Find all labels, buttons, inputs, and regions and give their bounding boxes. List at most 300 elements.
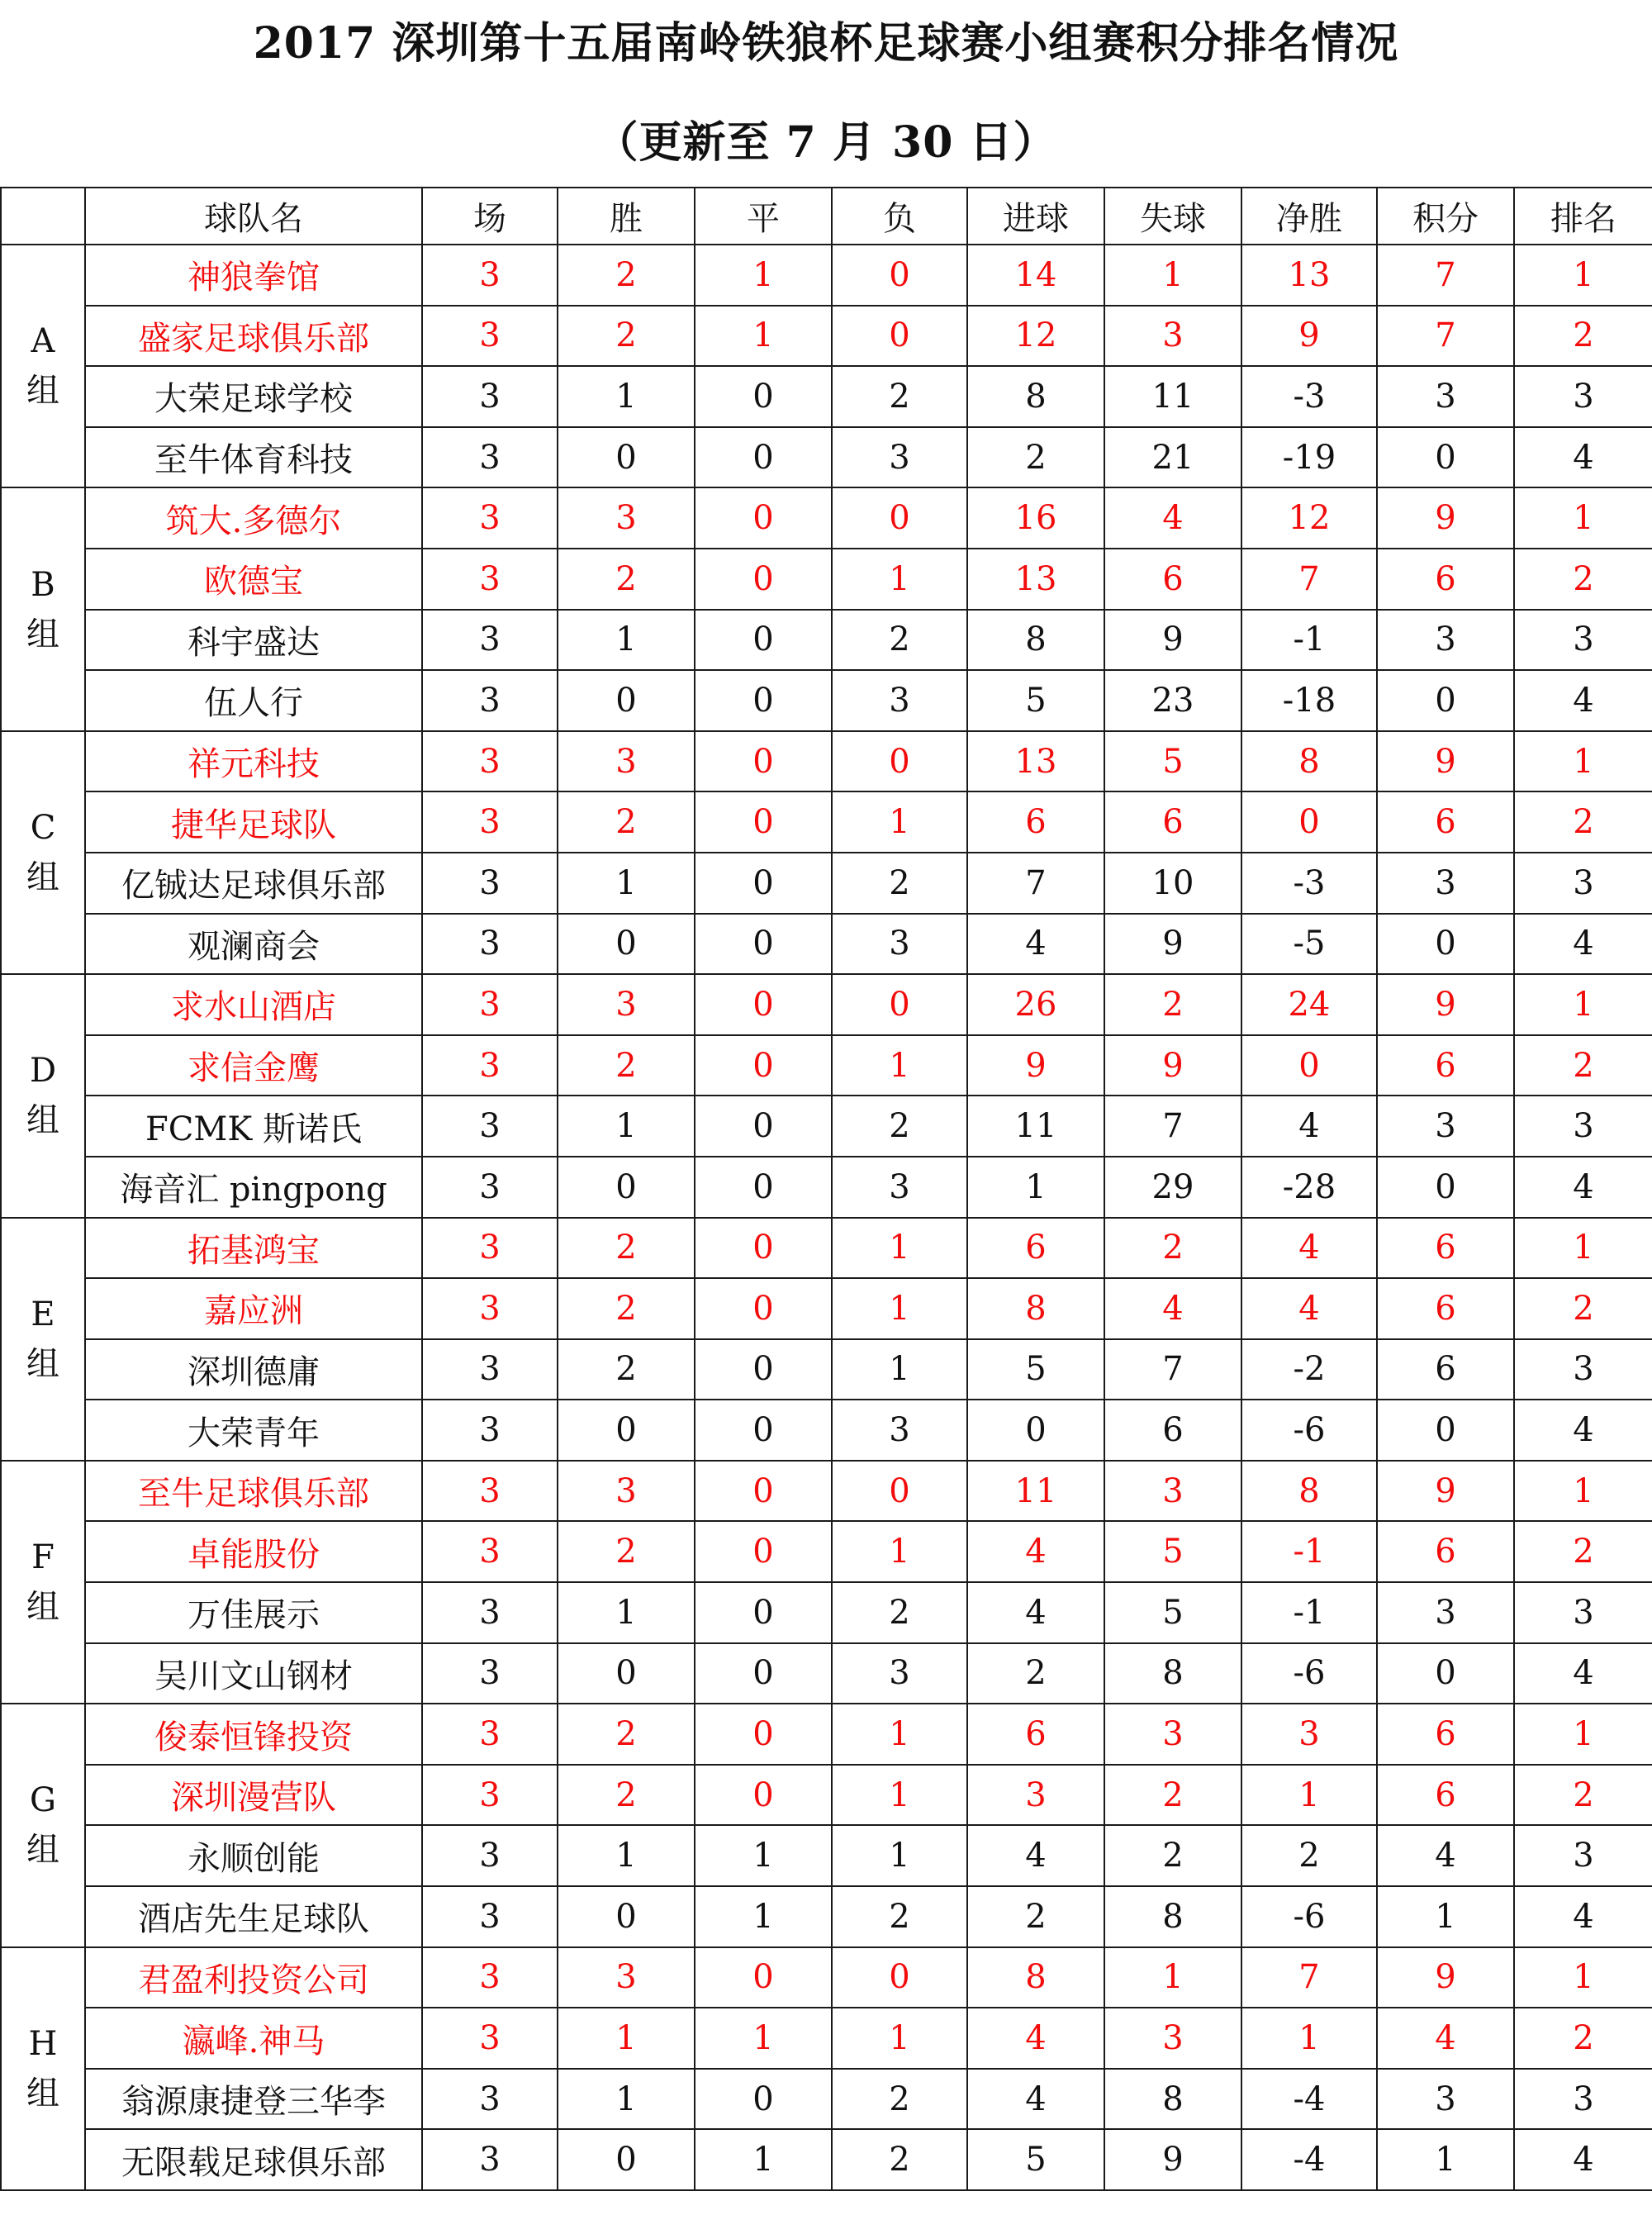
goals-against-cell: 9 bbox=[1104, 2129, 1241, 2190]
points-cell: 1 bbox=[1377, 2129, 1514, 2190]
table-row bbox=[1, 1278, 1652, 1339]
goal-difference-cell: -3 bbox=[1241, 853, 1377, 914]
goals-for-cell: 11 bbox=[967, 1096, 1104, 1157]
drawn-cell: 1 bbox=[695, 1886, 832, 1947]
team-name-cell: 至牛足球俱乐部 bbox=[85, 1461, 422, 1522]
lost-cell: 0 bbox=[832, 1461, 967, 1522]
drawn-cell: 0 bbox=[695, 670, 832, 731]
goal-difference-cell: -18 bbox=[1241, 670, 1377, 731]
rank-cell: 2 bbox=[1514, 1521, 1652, 1582]
drawn-cell: 1 bbox=[695, 245, 832, 306]
goals-against-cell: 5 bbox=[1104, 731, 1241, 792]
group-suffix: 组 bbox=[26, 1344, 59, 1383]
played-cell: 3 bbox=[422, 2069, 558, 2130]
played-cell: 3 bbox=[422, 1461, 558, 1522]
team-name-cell: 俊泰恒锋投资 bbox=[85, 1704, 422, 1765]
played-cell: 3 bbox=[422, 1521, 558, 1582]
points-cell: 6 bbox=[1377, 1035, 1514, 1096]
goal-difference-cell: -3 bbox=[1241, 366, 1377, 427]
goals-for-cell: 8 bbox=[967, 366, 1104, 427]
group-suffix: 组 bbox=[26, 2074, 59, 2113]
played-cell: 3 bbox=[422, 366, 558, 427]
rank-cell: 4 bbox=[1514, 1643, 1652, 1704]
played-cell: 3 bbox=[422, 914, 558, 975]
table-row bbox=[1, 245, 1652, 306]
group-suffix: 组 bbox=[26, 615, 59, 654]
goals-against-cell: 8 bbox=[1104, 2069, 1241, 2130]
points-cell: 0 bbox=[1377, 914, 1514, 975]
points-cell: 6 bbox=[1377, 1765, 1514, 1826]
played-cell: 3 bbox=[422, 245, 558, 306]
played-cell: 3 bbox=[422, 974, 558, 1035]
group-label bbox=[1, 1947, 85, 2190]
points-cell: 6 bbox=[1377, 791, 1514, 853]
team-name-cell: 至牛体育科技 bbox=[85, 427, 422, 488]
goals-against-cell: 23 bbox=[1104, 670, 1241, 731]
rank-cell: 4 bbox=[1514, 2129, 1652, 2190]
table-row bbox=[1, 791, 1652, 853]
goals-against-cell: 9 bbox=[1104, 610, 1241, 671]
points-cell: 1 bbox=[1377, 1886, 1514, 1947]
drawn-cell: 0 bbox=[695, 1765, 832, 1826]
goals-against-cell: 6 bbox=[1104, 1400, 1241, 1461]
goal-difference-cell: 4 bbox=[1241, 1218, 1377, 1279]
points-cell: 6 bbox=[1377, 549, 1514, 610]
goals-for-cell: 4 bbox=[967, 1825, 1104, 1886]
lost-cell: 0 bbox=[832, 1947, 967, 2008]
points-cell: 9 bbox=[1377, 974, 1514, 1035]
goals-against-cell: 5 bbox=[1104, 1582, 1241, 1643]
team-name-cell: 君盈利投资公司 bbox=[85, 1947, 422, 2008]
team-name-cell: 拓基鸿宝 bbox=[85, 1218, 422, 1279]
group-letter: D bbox=[29, 1052, 57, 1091]
goals-for-cell: 3 bbox=[967, 1765, 1104, 1826]
won-cell: 3 bbox=[558, 974, 695, 1035]
points-cell: 0 bbox=[1377, 670, 1514, 731]
table-row bbox=[1, 1947, 1652, 2008]
group-label bbox=[1, 245, 85, 487]
table-row bbox=[1, 366, 1652, 427]
drawn-cell: 0 bbox=[695, 549, 832, 610]
team-name-cell: 嘉应洲 bbox=[85, 1278, 422, 1339]
lost-cell: 1 bbox=[832, 1521, 967, 1582]
lost-cell: 1 bbox=[832, 1278, 967, 1339]
rank-cell: 1 bbox=[1514, 487, 1652, 549]
drawn-cell: 0 bbox=[695, 1278, 832, 1339]
goals-against-cell: 10 bbox=[1104, 853, 1241, 914]
drawn-cell: 0 bbox=[695, 731, 832, 792]
page-subtitle: （更新至 7 月 30 日） bbox=[595, 117, 1057, 168]
lost-cell: 3 bbox=[832, 1157, 967, 1218]
won-cell: 2 bbox=[558, 1765, 695, 1826]
team-name-cell: 神狼拳馆 bbox=[85, 245, 422, 306]
drawn-cell: 0 bbox=[695, 1035, 832, 1096]
goals-against-cell: 1 bbox=[1104, 245, 1241, 306]
goals-for-cell: 4 bbox=[967, 1521, 1104, 1582]
team-name-cell: 伍人行 bbox=[85, 670, 422, 731]
lost-cell: 1 bbox=[832, 1704, 967, 1765]
won-cell: 3 bbox=[558, 487, 695, 549]
lost-cell: 1 bbox=[832, 1035, 967, 1096]
header-won: 胜 bbox=[558, 188, 695, 245]
drawn-cell: 1 bbox=[695, 1825, 832, 1886]
group-label bbox=[1, 1704, 85, 1946]
won-cell: 3 bbox=[558, 1947, 695, 2008]
table-row bbox=[1, 1218, 1652, 1279]
goals-against-cell: 7 bbox=[1104, 1339, 1241, 1400]
table-row bbox=[1, 1461, 1652, 1522]
goals-against-cell: 29 bbox=[1104, 1157, 1241, 1218]
team-name-cell: 万佳展示 bbox=[85, 1582, 422, 1643]
won-cell: 1 bbox=[558, 366, 695, 427]
goals-for-cell: 4 bbox=[967, 914, 1104, 975]
lost-cell: 1 bbox=[832, 2008, 967, 2069]
played-cell: 3 bbox=[422, 1643, 558, 1704]
table-row bbox=[1, 1339, 1652, 1400]
goals-against-cell: 4 bbox=[1104, 487, 1241, 549]
goals-for-cell: 2 bbox=[967, 427, 1104, 488]
drawn-cell: 0 bbox=[695, 1947, 832, 2008]
goals-against-cell: 1 bbox=[1104, 1947, 1241, 2008]
goals-for-cell: 8 bbox=[967, 610, 1104, 671]
rank-cell: 2 bbox=[1514, 549, 1652, 610]
goals-against-cell: 8 bbox=[1104, 1886, 1241, 1947]
table-row bbox=[1, 853, 1652, 914]
played-cell: 3 bbox=[422, 1218, 558, 1279]
table-row bbox=[1, 1521, 1652, 1582]
goals-against-cell: 9 bbox=[1104, 1035, 1241, 1096]
goals-against-cell: 2 bbox=[1104, 1218, 1241, 1279]
rank-cell: 3 bbox=[1514, 366, 1652, 427]
table-row bbox=[1, 1643, 1652, 1704]
table-row bbox=[1, 549, 1652, 610]
lost-cell: 1 bbox=[832, 1825, 967, 1886]
goal-difference-cell: 13 bbox=[1241, 245, 1377, 306]
goal-difference-cell: -4 bbox=[1241, 2129, 1377, 2190]
points-cell: 6 bbox=[1377, 1218, 1514, 1279]
goals-against-cell: 11 bbox=[1104, 366, 1241, 427]
lost-cell: 0 bbox=[832, 487, 967, 549]
goal-difference-cell: 7 bbox=[1241, 549, 1377, 610]
header-points: 积分 bbox=[1377, 188, 1514, 245]
lost-cell: 2 bbox=[832, 1096, 967, 1157]
table-row bbox=[1, 427, 1652, 488]
played-cell: 3 bbox=[422, 1582, 558, 1643]
goals-for-cell: 26 bbox=[967, 974, 1104, 1035]
goals-for-cell: 1 bbox=[967, 1157, 1104, 1218]
won-cell: 3 bbox=[558, 731, 695, 792]
rank-cell: 1 bbox=[1514, 1218, 1652, 1279]
lost-cell: 2 bbox=[832, 2129, 967, 2190]
won-cell: 1 bbox=[558, 853, 695, 914]
goals-for-cell: 8 bbox=[967, 1947, 1104, 2008]
goal-difference-cell: 1 bbox=[1241, 1765, 1377, 1826]
goal-difference-cell: -6 bbox=[1241, 1886, 1377, 1947]
drawn-cell: 0 bbox=[695, 914, 832, 975]
points-cell: 3 bbox=[1377, 1096, 1514, 1157]
table-row bbox=[1, 1582, 1652, 1643]
played-cell: 3 bbox=[422, 2008, 558, 2069]
played-cell: 3 bbox=[422, 427, 558, 488]
goals-against-cell: 2 bbox=[1104, 1825, 1241, 1886]
played-cell: 3 bbox=[422, 1886, 558, 1947]
goals-for-cell: 13 bbox=[967, 731, 1104, 792]
table-row bbox=[1, 1825, 1652, 1886]
lost-cell: 3 bbox=[832, 914, 967, 975]
team-name-cell: FCMK 斯诺氏 bbox=[85, 1096, 422, 1157]
drawn-cell: 0 bbox=[695, 1461, 832, 1522]
goal-difference-cell: 0 bbox=[1241, 791, 1377, 853]
won-cell: 2 bbox=[558, 1035, 695, 1096]
points-cell: 3 bbox=[1377, 853, 1514, 914]
goal-difference-cell: -6 bbox=[1241, 1643, 1377, 1704]
rank-cell: 3 bbox=[1514, 1339, 1652, 1400]
rank-cell: 3 bbox=[1514, 1096, 1652, 1157]
group-suffix: 组 bbox=[26, 372, 59, 411]
group-label bbox=[1, 731, 85, 974]
goals-against-cell: 6 bbox=[1104, 791, 1241, 853]
goal-difference-cell: 8 bbox=[1241, 731, 1377, 792]
lost-cell: 2 bbox=[832, 610, 967, 671]
table-row bbox=[1, 731, 1652, 792]
drawn-cell: 0 bbox=[695, 1643, 832, 1704]
won-cell: 0 bbox=[558, 1886, 695, 1947]
lost-cell: 2 bbox=[832, 2069, 967, 2130]
team-name-cell: 捷华足球队 bbox=[85, 791, 422, 853]
rank-cell: 1 bbox=[1514, 1704, 1652, 1765]
team-name-cell: 求信金鹰 bbox=[85, 1035, 422, 1096]
drawn-cell: 0 bbox=[695, 1704, 832, 1765]
goal-difference-cell: -28 bbox=[1241, 1157, 1377, 1218]
rank-cell: 2 bbox=[1514, 791, 1652, 853]
drawn-cell: 0 bbox=[695, 1521, 832, 1582]
rank-cell: 1 bbox=[1514, 731, 1652, 792]
won-cell: 1 bbox=[558, 610, 695, 671]
points-cell: 9 bbox=[1377, 731, 1514, 792]
played-cell: 3 bbox=[422, 487, 558, 549]
team-name-cell: 大荣青年 bbox=[85, 1400, 422, 1461]
drawn-cell: 0 bbox=[695, 1339, 832, 1400]
won-cell: 3 bbox=[558, 1461, 695, 1522]
header-rank: 排名 bbox=[1514, 188, 1652, 245]
points-cell: 7 bbox=[1377, 306, 1514, 367]
drawn-cell: 0 bbox=[695, 1157, 832, 1218]
goals-for-cell: 4 bbox=[967, 2008, 1104, 2069]
table-row bbox=[1, 1157, 1652, 1218]
team-name-cell: 无限载足球俱乐部 bbox=[85, 2129, 422, 2190]
won-cell: 2 bbox=[558, 306, 695, 367]
goals-for-cell: 8 bbox=[967, 1278, 1104, 1339]
points-cell: 9 bbox=[1377, 1461, 1514, 1522]
points-cell: 6 bbox=[1377, 1339, 1514, 1400]
points-cell: 6 bbox=[1377, 1704, 1514, 1765]
group-header-cell bbox=[1, 188, 85, 245]
table-row bbox=[1, 2008, 1652, 2069]
played-cell: 3 bbox=[422, 670, 558, 731]
won-cell: 2 bbox=[558, 1704, 695, 1765]
points-cell: 9 bbox=[1377, 487, 1514, 549]
goal-difference-cell: 2 bbox=[1241, 1825, 1377, 1886]
rank-cell: 1 bbox=[1514, 1461, 1652, 1522]
group-suffix: 组 bbox=[26, 1101, 59, 1140]
played-cell: 3 bbox=[422, 1704, 558, 1765]
goals-against-cell: 7 bbox=[1104, 1096, 1241, 1157]
goals-for-cell: 6 bbox=[967, 1218, 1104, 1279]
won-cell: 0 bbox=[558, 1157, 695, 1218]
lost-cell: 2 bbox=[832, 1886, 967, 1947]
won-cell: 1 bbox=[558, 2008, 695, 2069]
group-label bbox=[1, 974, 85, 1217]
goals-against-cell: 2 bbox=[1104, 1765, 1241, 1826]
points-cell: 6 bbox=[1377, 1278, 1514, 1339]
drawn-cell: 1 bbox=[695, 2129, 832, 2190]
header-goal-difference: 净胜 bbox=[1241, 188, 1377, 245]
team-name-cell: 欧德宝 bbox=[85, 549, 422, 610]
lost-cell: 3 bbox=[832, 1400, 967, 1461]
rank-cell: 4 bbox=[1514, 1400, 1652, 1461]
header-drawn: 平 bbox=[695, 188, 832, 245]
team-name-cell: 观澜商会 bbox=[85, 914, 422, 975]
goals-for-cell: 14 bbox=[967, 245, 1104, 306]
played-cell: 3 bbox=[422, 549, 558, 610]
lost-cell: 1 bbox=[832, 1218, 967, 1279]
drawn-cell: 0 bbox=[695, 366, 832, 427]
goals-for-cell: 5 bbox=[967, 2129, 1104, 2190]
played-cell: 3 bbox=[422, 1765, 558, 1826]
rank-cell: 4 bbox=[1514, 670, 1652, 731]
drawn-cell: 0 bbox=[695, 427, 832, 488]
won-cell: 2 bbox=[558, 1521, 695, 1582]
lost-cell: 0 bbox=[832, 245, 967, 306]
rank-cell: 1 bbox=[1514, 1947, 1652, 2008]
rank-cell: 3 bbox=[1514, 1582, 1652, 1643]
points-cell: 0 bbox=[1377, 1643, 1514, 1704]
goals-for-cell: 11 bbox=[967, 1461, 1104, 1522]
points-cell: 7 bbox=[1377, 245, 1514, 306]
rank-cell: 1 bbox=[1514, 245, 1652, 306]
table-row bbox=[1, 1704, 1652, 1765]
drawn-cell: 0 bbox=[695, 1218, 832, 1279]
team-name-cell: 祥元科技 bbox=[85, 731, 422, 792]
rank-cell: 3 bbox=[1514, 610, 1652, 671]
goals-for-cell: 6 bbox=[967, 1704, 1104, 1765]
goal-difference-cell: -1 bbox=[1241, 1582, 1377, 1643]
rank-cell: 3 bbox=[1514, 2069, 1652, 2130]
rank-cell: 1 bbox=[1514, 974, 1652, 1035]
goal-difference-cell: -19 bbox=[1241, 427, 1377, 488]
goals-for-cell: 5 bbox=[967, 1339, 1104, 1400]
team-name-cell: 吴川文山钢材 bbox=[85, 1643, 422, 1704]
goals-against-cell: 21 bbox=[1104, 427, 1241, 488]
won-cell: 0 bbox=[558, 1400, 695, 1461]
goal-difference-cell: -4 bbox=[1241, 2069, 1377, 2130]
goal-difference-cell: 4 bbox=[1241, 1278, 1377, 1339]
points-cell: 9 bbox=[1377, 1947, 1514, 2008]
table-row bbox=[1, 1886, 1652, 1947]
lost-cell: 0 bbox=[832, 306, 967, 367]
group-letter: G bbox=[30, 1781, 56, 1820]
points-cell: 6 bbox=[1377, 1521, 1514, 1582]
goals-against-cell: 3 bbox=[1104, 2008, 1241, 2069]
lost-cell: 3 bbox=[832, 427, 967, 488]
team-name-cell: 筑大.多德尔 bbox=[85, 487, 422, 549]
goals-for-cell: 6 bbox=[967, 791, 1104, 853]
lost-cell: 1 bbox=[832, 549, 967, 610]
header-played: 场 bbox=[422, 188, 558, 245]
played-cell: 3 bbox=[422, 2129, 558, 2190]
won-cell: 2 bbox=[558, 549, 695, 610]
team-name-cell: 卓能股份 bbox=[85, 1521, 422, 1582]
goals-against-cell: 9 bbox=[1104, 914, 1241, 975]
header-row bbox=[1, 188, 1652, 245]
goal-difference-cell: -5 bbox=[1241, 914, 1377, 975]
group-letter: B bbox=[31, 565, 55, 604]
goal-difference-cell: 8 bbox=[1241, 1461, 1377, 1522]
goal-difference-cell: -2 bbox=[1241, 1339, 1377, 1400]
points-cell: 0 bbox=[1377, 427, 1514, 488]
drawn-cell: 0 bbox=[695, 974, 832, 1035]
played-cell: 3 bbox=[422, 791, 558, 853]
goals-against-cell: 3 bbox=[1104, 306, 1241, 367]
played-cell: 3 bbox=[422, 610, 558, 671]
goal-difference-cell: 12 bbox=[1241, 487, 1377, 549]
won-cell: 2 bbox=[558, 245, 695, 306]
goal-difference-cell: 4 bbox=[1241, 1096, 1377, 1157]
group-suffix: 组 bbox=[26, 1588, 59, 1627]
table-row bbox=[1, 1035, 1652, 1096]
group-suffix: 组 bbox=[26, 1831, 59, 1870]
header-team: 球队名 bbox=[85, 188, 422, 245]
team-name-cell: 盛家足球俱乐部 bbox=[85, 306, 422, 367]
won-cell: 1 bbox=[558, 1096, 695, 1157]
goals-for-cell: 16 bbox=[967, 487, 1104, 549]
won-cell: 1 bbox=[558, 1582, 695, 1643]
points-cell: 3 bbox=[1377, 366, 1514, 427]
drawn-cell: 0 bbox=[695, 487, 832, 549]
goals-for-cell: 13 bbox=[967, 549, 1104, 610]
table-row bbox=[1, 2069, 1652, 2130]
team-name-cell: 亿铖达足球俱乐部 bbox=[85, 853, 422, 914]
won-cell: 1 bbox=[558, 2069, 695, 2130]
drawn-cell: 1 bbox=[695, 306, 832, 367]
goal-difference-cell: 24 bbox=[1241, 974, 1377, 1035]
goal-difference-cell: -1 bbox=[1241, 610, 1377, 671]
rank-cell: 4 bbox=[1514, 1886, 1652, 1947]
team-name-cell: 海音汇 pingpong bbox=[85, 1157, 422, 1218]
team-name-cell: 瀛峰.神马 bbox=[85, 2008, 422, 2069]
group-letter: H bbox=[28, 2024, 58, 2063]
standings-body bbox=[1, 245, 1652, 2190]
team-name-cell: 酒店先生足球队 bbox=[85, 1886, 422, 1947]
lost-cell: 0 bbox=[832, 731, 967, 792]
drawn-cell: 0 bbox=[695, 1582, 832, 1643]
drawn-cell: 0 bbox=[695, 2069, 832, 2130]
goals-for-cell: 12 bbox=[967, 306, 1104, 367]
table-row bbox=[1, 670, 1652, 731]
won-cell: 0 bbox=[558, 1643, 695, 1704]
header-goals-for: 进球 bbox=[967, 188, 1104, 245]
goal-difference-cell: 9 bbox=[1241, 306, 1377, 367]
table-row bbox=[1, 610, 1652, 671]
lost-cell: 1 bbox=[832, 1339, 967, 1400]
goals-against-cell: 3 bbox=[1104, 1704, 1241, 1765]
won-cell: 2 bbox=[558, 1218, 695, 1279]
table-row bbox=[1, 974, 1652, 1035]
team-name-cell: 大荣足球学校 bbox=[85, 366, 422, 427]
lost-cell: 0 bbox=[832, 974, 967, 1035]
won-cell: 2 bbox=[558, 1339, 695, 1400]
won-cell: 0 bbox=[558, 2129, 695, 2190]
